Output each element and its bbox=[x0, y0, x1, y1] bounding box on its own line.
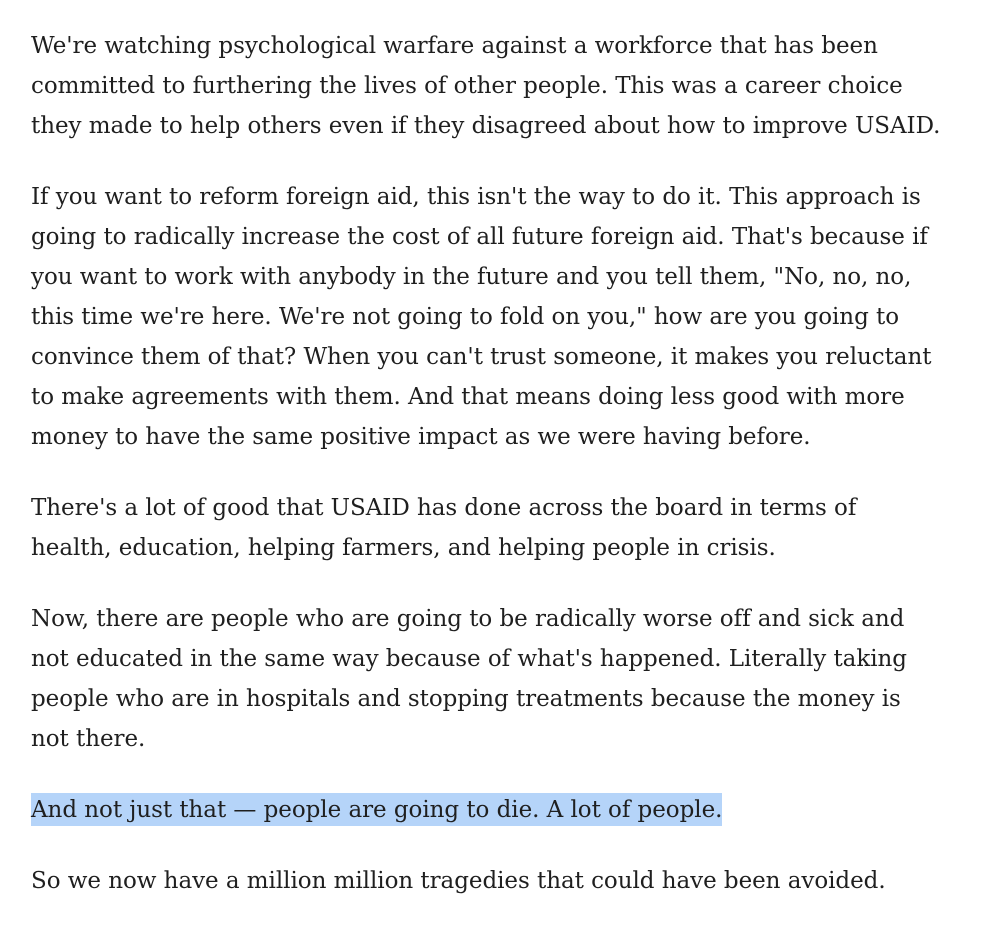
paragraph-line: committed to furthering the lives of other people. This was a career choice bbox=[31, 73, 903, 99]
paragraph-4 bbox=[31, 599, 996, 759]
paragraph-line: not educated in the same way because of what's happened. Literally taking bbox=[31, 646, 907, 672]
paragraph-line: We're watching psychological warfare against a workforce that has been bbox=[31, 33, 878, 59]
text-selection-highlight[interactable]: And not just that — people are going to die. A lot of people. bbox=[31, 793, 722, 826]
paragraph-line: convince them of that? When you can't trust someone, it makes you reluctant bbox=[31, 344, 932, 370]
paragraph-line: going to radically increase the cost of all future foreign aid. That's because if bbox=[31, 224, 928, 250]
paragraph-line: money to have the same positive impact as we were having before. bbox=[31, 424, 811, 450]
highlighted-line-wrapper bbox=[31, 790, 996, 830]
paragraph-line: people who are in hospitals and stopping treatments because the money is bbox=[31, 686, 901, 712]
paragraph-line: you want to work with anybody in the future and you tell them, "No, no, no, bbox=[31, 264, 912, 290]
paragraph-line: There's a lot of good that USAID has done across the board in terms of bbox=[31, 495, 857, 521]
paragraph-line: not there. bbox=[31, 726, 146, 752]
paragraph-5-highlighted[interactable] bbox=[31, 790, 996, 830]
paragraph-1 bbox=[31, 26, 996, 146]
paragraph-line: So we now have a million million tragedies that could have been avoided. bbox=[31, 868, 886, 894]
paragraph-3 bbox=[31, 488, 996, 568]
paragraph-line: health, education, helping farmers, and helping people in crisis. bbox=[31, 535, 776, 561]
paragraph-line: they made to help others even if they disagreed about how to improve USAID. bbox=[31, 113, 941, 139]
paragraph-line: this time we're here. We're not going to fold on you," how are you going to bbox=[31, 304, 899, 330]
paragraph-line: Now, there are people who are going to be radically worse off and sick and bbox=[31, 606, 905, 632]
paragraph-line: to make agreements with them. And that means doing less good with more bbox=[31, 384, 905, 410]
paragraph-line: If you want to reform foreign aid, this isn't the way to do it. This approach is bbox=[31, 184, 921, 210]
paragraph-2 bbox=[31, 177, 996, 457]
paragraph-6 bbox=[31, 861, 996, 901]
